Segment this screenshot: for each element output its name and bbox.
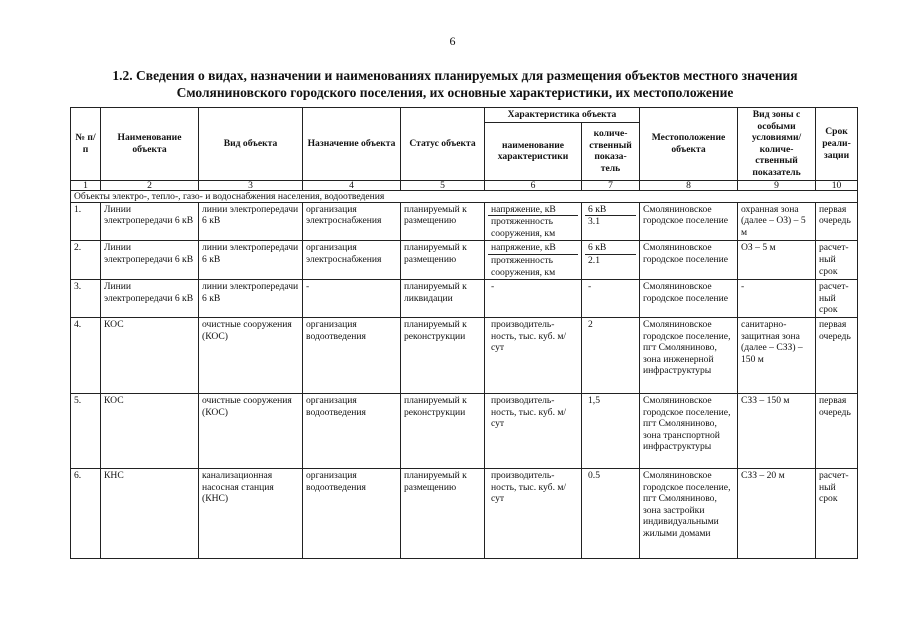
cell-status: планируемый к реконструкции xyxy=(401,317,485,393)
cell-num: 4. xyxy=(71,317,101,393)
header-location: Местоположение объекта xyxy=(640,108,738,181)
cell-char-value-item: 1,5 xyxy=(588,394,600,406)
title-line-1: 1.2. Сведения о видах, назначении и наименованиях планируемых для размещения объектов местного значения xyxy=(112,68,798,83)
table-row xyxy=(71,468,858,558)
cell-char-value-item: 3.1 xyxy=(588,216,600,228)
cell-char-name xyxy=(485,317,582,393)
cell-status: планируемый к реконструкции xyxy=(401,393,485,468)
cell-char-name-item: производитель- ность, тыс. куб. м/сут xyxy=(491,394,567,430)
cell-char-value xyxy=(582,393,640,468)
cell-char-value-item: 6 кВ xyxy=(585,242,636,255)
cell-type: очистные сооружения (КОС) xyxy=(199,393,303,468)
cell-name: КОС xyxy=(101,317,199,393)
cell-char-value-item: 2 xyxy=(588,318,593,330)
cell-char-name-item: производитель- ность, тыс. куб. м/сут xyxy=(491,469,567,505)
header-name: Наименование объекта xyxy=(101,108,199,181)
cell-purpose: организация водоотведения xyxy=(303,393,401,468)
cell-purpose: организация электроснабжения xyxy=(303,241,401,280)
page-title xyxy=(40,67,870,101)
cell-term: первая очередь xyxy=(816,393,858,468)
cell-zone: СЗЗ – 20 м xyxy=(738,468,816,558)
cell-name: Линии электропередачи 6 кВ xyxy=(101,202,199,241)
cell-type: линии электропередачи 6 кВ xyxy=(199,202,303,241)
cell-char-value xyxy=(582,317,640,393)
table-row xyxy=(71,317,858,393)
column-number: 1 xyxy=(71,180,101,190)
cell-name: КНС xyxy=(101,468,199,558)
header-characteristics: Характеристика объекта xyxy=(485,108,640,123)
section-row xyxy=(71,190,858,202)
cell-char-name-item: - xyxy=(491,281,495,293)
cell-num: 1. xyxy=(71,202,101,241)
cell-type: линии электропередачи 6 кВ xyxy=(199,241,303,280)
cell-status: планируемый к размещению xyxy=(401,468,485,558)
cell-location: Смоляниновское городское поселение, пгт Смоляниново, зона застройки индивидуальными жилыми домами xyxy=(640,468,738,558)
cell-char-value-item: - xyxy=(588,281,592,293)
table-row xyxy=(71,241,858,280)
table-row xyxy=(71,393,858,468)
cell-num: 5. xyxy=(71,393,101,468)
column-number: 3 xyxy=(199,180,303,190)
objects-table xyxy=(70,107,858,559)
column-number: 2 xyxy=(101,180,199,190)
header-status: Статус объекта xyxy=(401,108,485,181)
cell-zone: ОЗ – 5 м xyxy=(738,241,816,280)
cell-char-value xyxy=(582,241,640,280)
cell-type: канализационная насосная станция (КНС) xyxy=(199,468,303,558)
cell-term: первая очередь xyxy=(816,317,858,393)
cell-status: планируемый к ликвидации xyxy=(401,280,485,318)
column-number: 7 xyxy=(582,180,640,190)
cell-status: планируемый к размещению xyxy=(401,241,485,280)
column-number: 10 xyxy=(816,180,858,190)
cell-zone: - xyxy=(738,280,816,318)
cell-purpose: организация электроснабжения xyxy=(303,202,401,241)
header-term: Срок реали- зации xyxy=(816,108,858,181)
cell-char-name-item: напряжение, кВ xyxy=(488,242,578,255)
page-number: 6 xyxy=(449,34,456,48)
cell-char-value-item: 2.1 xyxy=(588,254,600,266)
cell-location: Смоляниновское городское поселение xyxy=(640,241,738,280)
header-purpose: Назначение объекта xyxy=(303,108,401,181)
cell-location: Смоляниновское городское поселение xyxy=(640,202,738,241)
cell-char-name xyxy=(485,280,582,318)
cell-name: Линии электропередачи 6 кВ xyxy=(101,280,199,318)
cell-purpose: - xyxy=(303,280,401,318)
header-char-value: количе- ственный показа- тель xyxy=(582,123,640,181)
cell-char-value xyxy=(582,202,640,241)
cell-char-value-item: 0.5 xyxy=(588,469,600,481)
column-numbers-row xyxy=(71,180,858,190)
column-number: 5 xyxy=(401,180,485,190)
header-char-name: наименование характеристики xyxy=(485,123,582,181)
cell-term: расчет- ный срок xyxy=(816,241,858,280)
header-zone: Вид зоны с особыми условиями/ количе- ственный показатель xyxy=(738,108,816,181)
column-number: 4 xyxy=(303,180,401,190)
cell-zone: СЗЗ – 150 м xyxy=(738,393,816,468)
cell-name: Линии электропередачи 6 кВ xyxy=(101,241,199,280)
cell-char-value-item: 6 кВ xyxy=(585,204,636,217)
cell-char-name xyxy=(485,393,582,468)
cell-char-name-item: напряжение, кВ xyxy=(488,204,578,217)
cell-char-name xyxy=(485,241,582,280)
cell-char-name-item: протяженность сооружения, км xyxy=(491,254,556,278)
table-row xyxy=(71,280,858,318)
cell-char-name-item: производитель- ность, тыс. куб. м/сут xyxy=(491,318,567,354)
cell-num: 3. xyxy=(71,280,101,318)
cell-zone: охранная зона (далее – ОЗ) – 5 м xyxy=(738,202,816,241)
cell-char-name xyxy=(485,202,582,241)
cell-location: Смоляниновское городское поселение, пгт Смоляниново, зона инженерной инфраструктуры xyxy=(640,317,738,393)
column-number: 6 xyxy=(485,180,582,190)
column-number: 9 xyxy=(738,180,816,190)
cell-zone: санитарно- защитная зона (далее – СЗЗ) – 150 м xyxy=(738,317,816,393)
cell-term: расчет- ный срок xyxy=(816,280,858,318)
cell-char-value xyxy=(582,280,640,318)
cell-term: расчет- ный срок xyxy=(816,468,858,558)
cell-name: КОС xyxy=(101,393,199,468)
cell-num: 6. xyxy=(71,468,101,558)
cell-purpose: организация водоотведения xyxy=(303,317,401,393)
cell-num: 2. xyxy=(71,241,101,280)
section-title: Объекты электро-, тепло-, газо- и водоснабжения населения, водоотведения xyxy=(71,190,858,202)
cell-char-value xyxy=(582,468,640,558)
cell-status: планируемый к размещению xyxy=(401,202,485,241)
cell-term: первая очередь xyxy=(816,202,858,241)
cell-char-name xyxy=(485,468,582,558)
cell-purpose: организация водоотведения xyxy=(303,468,401,558)
cell-location: Смоляниновское городское поселение, пгт Смоляниново, зона транспортной инфраструктуры xyxy=(640,393,738,468)
cell-type: линии электропередачи 6 кВ xyxy=(199,280,303,318)
cell-char-name-item: протяженность сооружения, км xyxy=(491,216,556,239)
table-row xyxy=(71,202,858,241)
header-type: Вид объекта xyxy=(199,108,303,181)
cell-location: Смоляниновское городское поселение xyxy=(640,280,738,318)
title-line-2: Смоляниновского городского поселения, их основные характеристики, их местоположение xyxy=(176,85,734,100)
column-number: 8 xyxy=(640,180,738,190)
cell-type: очистные сооружения (КОС) xyxy=(199,317,303,393)
header-num: № п/п xyxy=(71,108,101,181)
